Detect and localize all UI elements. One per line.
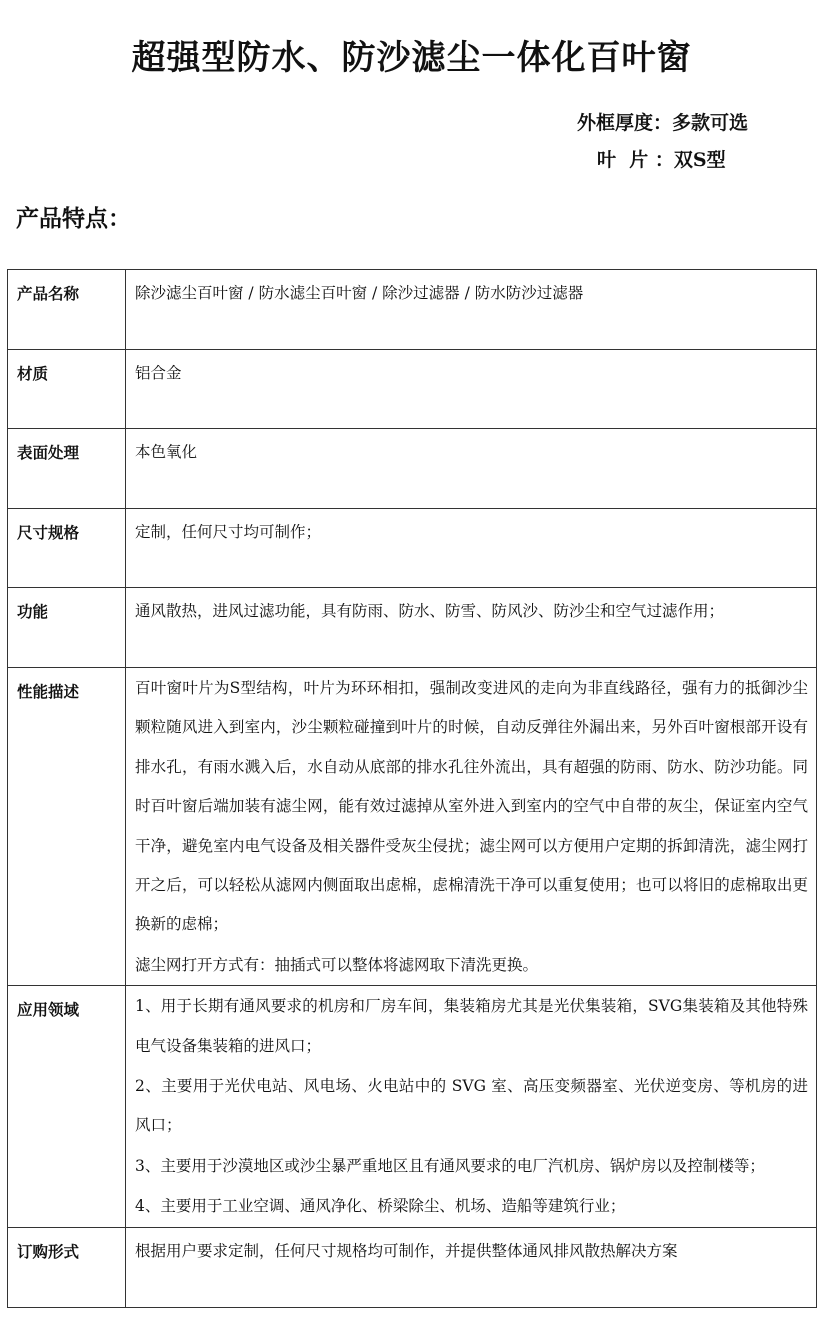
application-item: 4、主要用于工业空调、通风净化、桥梁除尘、机场、造船等建筑行业； (135, 1197, 626, 1216)
table-row-surface-treatment (8, 429, 817, 509)
function-value: 通风散热，进风过滤功能，具有防雨、防水、防雪、防风沙、防沙尘和空气过滤作用； (135, 602, 725, 620)
surface-treatment-value: 本色氧化 (135, 443, 198, 461)
application-item: 1、用于长期有通风要求的机房和厂房车间，集装箱房尤其是光伏集装箱，SVG集装箱及其他特殊电气设备集装箱的进风口； (135, 997, 808, 1055)
row-value (126, 986, 817, 1227)
row-label: 性能描述 (8, 668, 126, 986)
page-title: 超强型防水、防沙滤尘一体化百叶窗 (131, 38, 692, 78)
row-value (126, 270, 817, 350)
table-row-performance (8, 668, 817, 986)
application-item: 3、主要用于沙漠地区或沙尘暴严重地区且有通风要求的电厂汽机房、锅炉房以及控制楼等； (135, 1156, 765, 1175)
row-label: 应用领域 (8, 986, 126, 1227)
row-value (126, 509, 817, 588)
row-label: 表面处理 (8, 429, 126, 509)
performance-paragraph: 百叶窗叶片为S型结构，叶片为环环相扣，强制改变进风的走向为非直线路径，强有力的抵御沙尘颗粒随风进入到室内，沙尘颗粒碰撞到叶片的时候，自动反弹往外漏出来，另外百叶窗根部开设有排水孔，有雨水溅入后，水自动从底部的排水孔往外流出，具有超强的防雨、防水、防沙功能。同时百叶窗后端加装有滤尘网，能有效过滤掉从室外进入到室内的空气中自带的灰尘，保证室内空气干净，避免室内电气设备及相关器件受灰尘侵扰；滤尘网可以方便用户定期的拆卸清洗，滤尘网打开之后，可以轻松从滤网内侧面取出虑棉，虑棉清洗干净可以重复使用；也可以将旧的虑棉取出更换新的虑棉； (135, 679, 808, 934)
product-name-value: 除沙滤尘百叶窗 / 防水滤尘百叶窗 / 除沙过滤器 / 防水防沙过滤器 (135, 284, 584, 302)
row-label: 产品名称 (8, 270, 126, 350)
row-value (126, 350, 817, 429)
table-row-order-form (8, 1227, 817, 1307)
row-label: 订购形式 (8, 1227, 126, 1307)
row-value (126, 668, 817, 986)
row-label: 材质 (8, 350, 126, 429)
table-row-size-spec (8, 509, 817, 588)
table-row-material (8, 350, 817, 429)
frame-thickness-spec: 外框厚度：多款可选 (577, 112, 749, 134)
blade-type-spec: 叶 片 ：双S型 (597, 149, 726, 171)
row-value (126, 588, 817, 668)
table-row-function (8, 588, 817, 668)
application-item: 2、主要用于光伏电站、风电场、火电站中的 SVG 室、高压变频器室、光伏逆变房、等机房的进风口； (135, 1077, 808, 1135)
order-form-value: 根据用户要求定制，任何尺寸规格均可制作，并提供整体通风排风散热解决方案 (135, 1241, 678, 1260)
row-value (126, 429, 817, 509)
row-label: 尺寸规格 (8, 509, 126, 588)
row-label: 功能 (8, 588, 126, 668)
section-heading: 产品特点： (16, 205, 131, 232)
table-row-product-name (8, 270, 817, 350)
table-row-application (8, 986, 817, 1227)
performance-paragraph: 滤尘网打开方式有：抽插式可以整体将滤网取下清洗更换。 (135, 955, 539, 974)
row-value (126, 1227, 817, 1307)
size-spec-value: 定制，任何尺寸均可制作； (135, 523, 322, 541)
product-spec-table (7, 269, 817, 1308)
material-value: 铝合金 (135, 364, 182, 382)
